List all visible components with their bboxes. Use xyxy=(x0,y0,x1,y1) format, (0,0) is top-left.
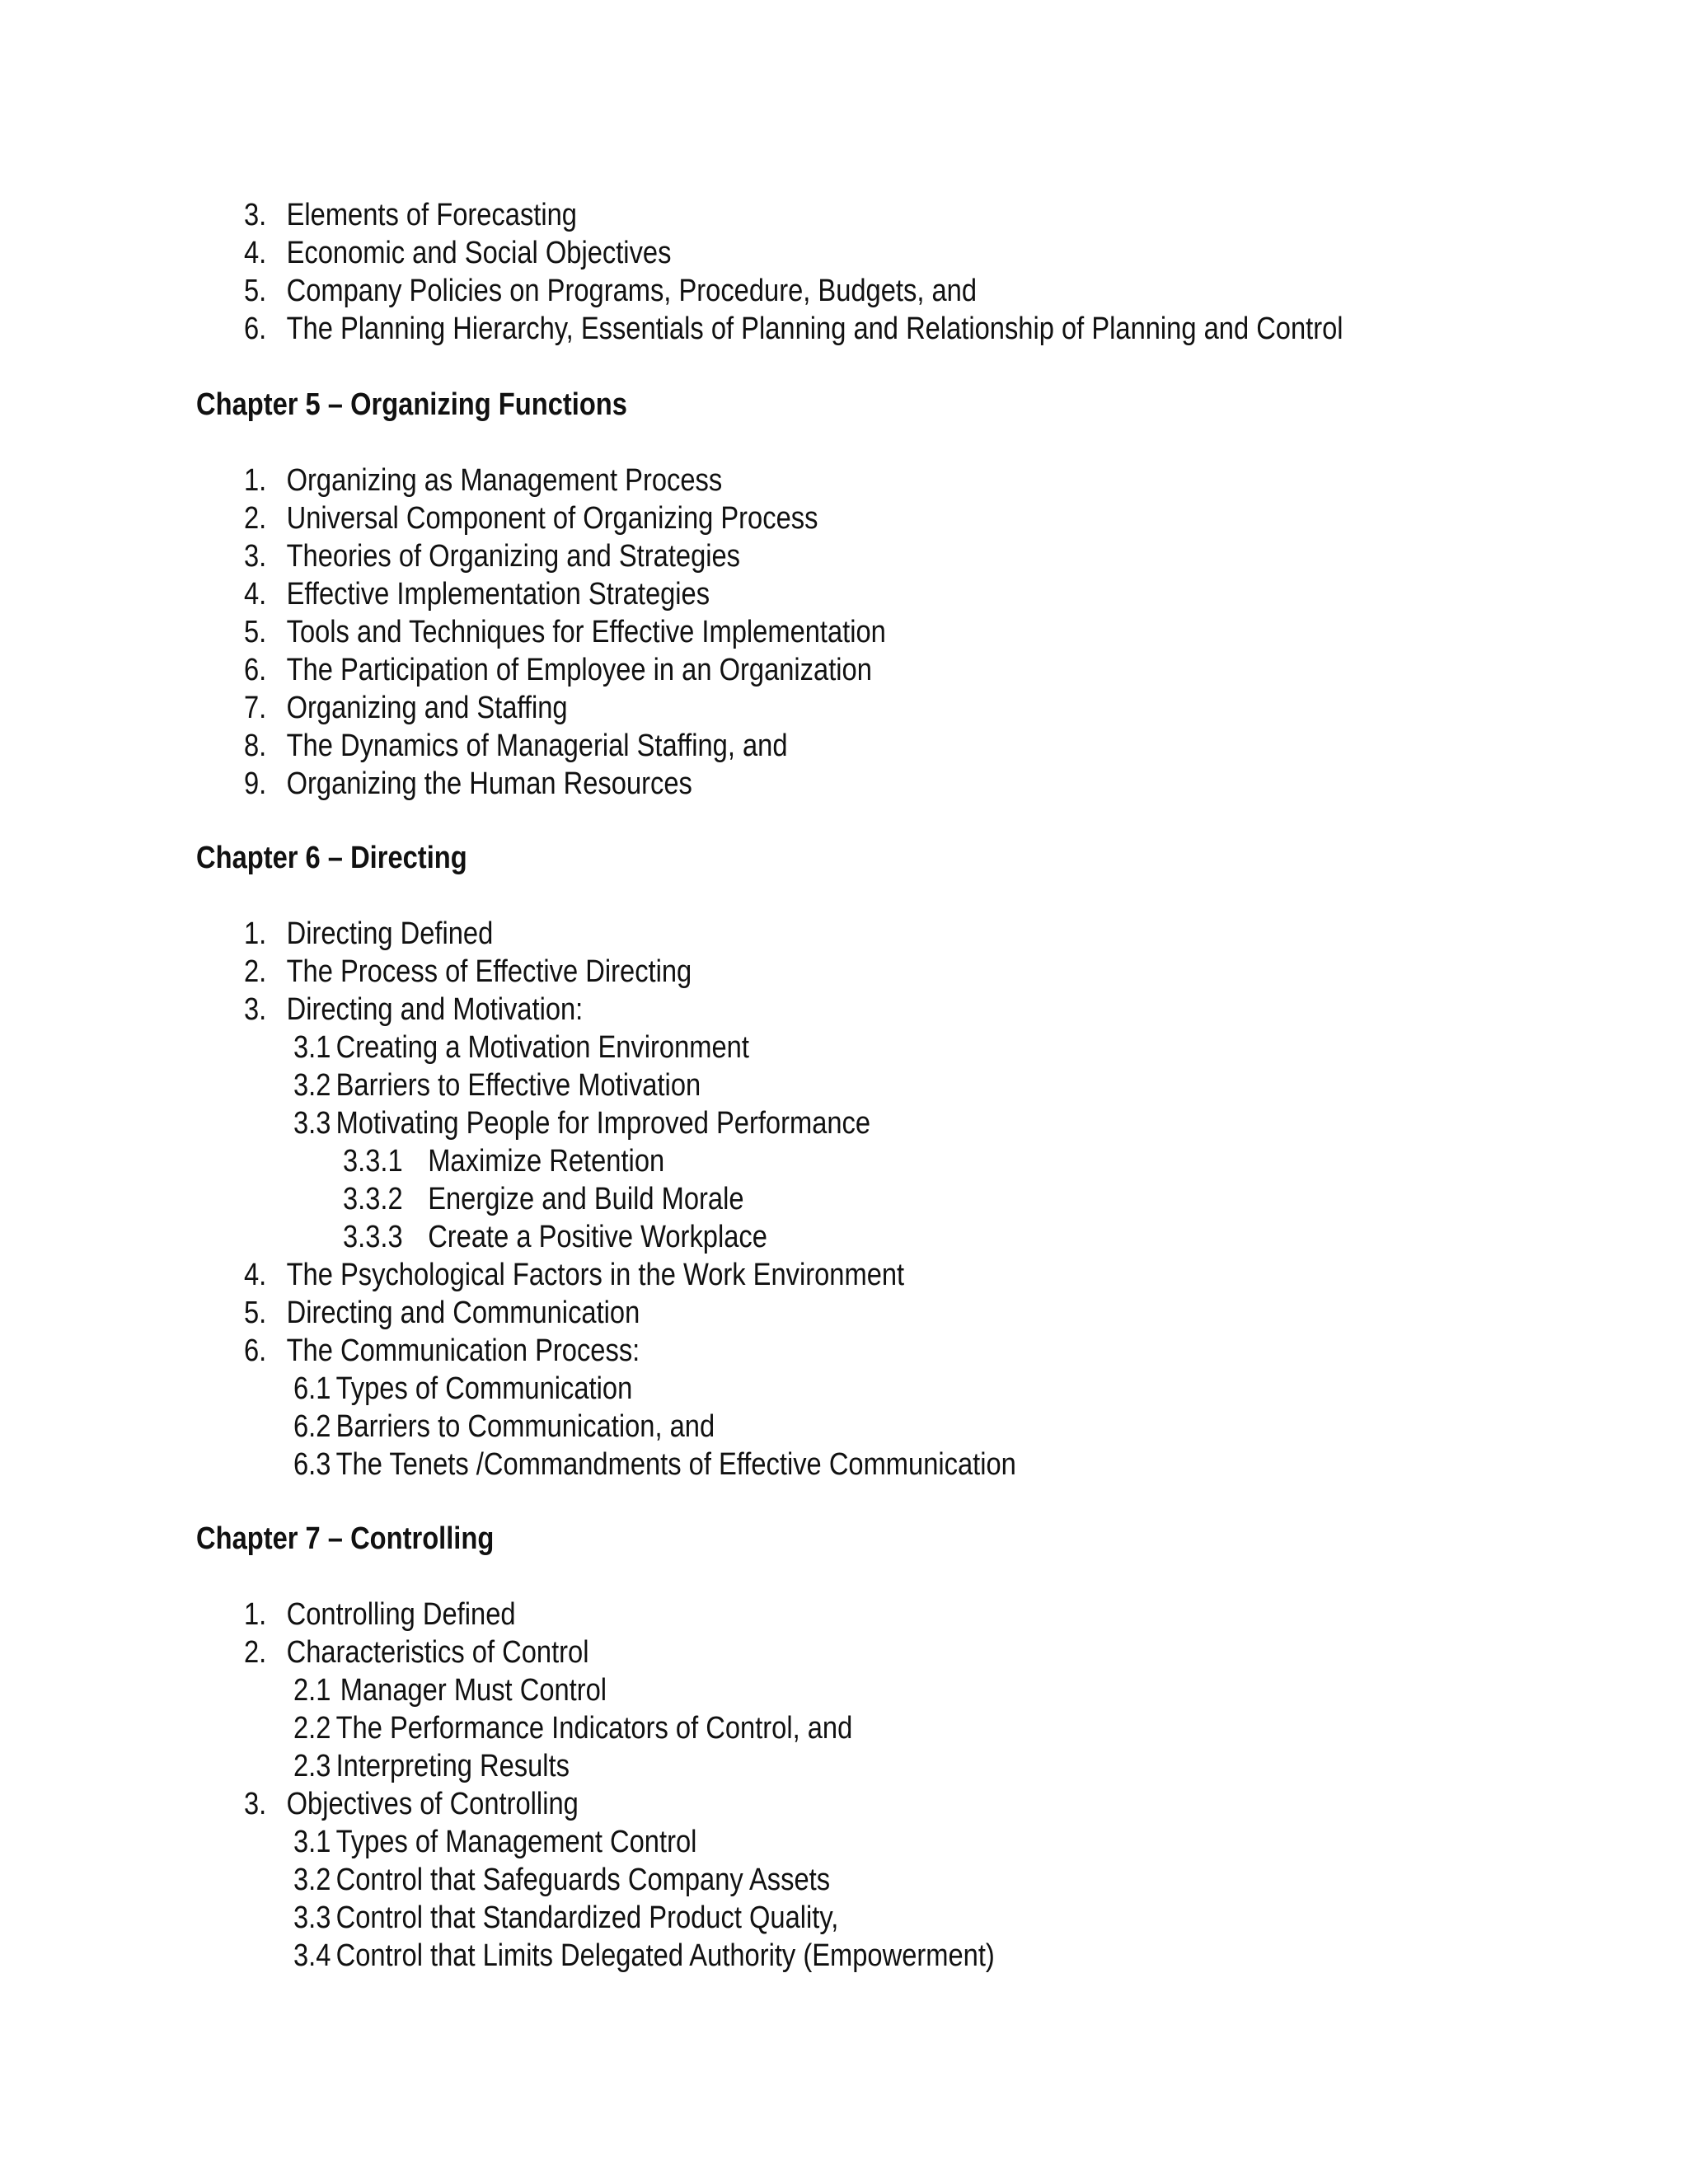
sub-list-item xyxy=(293,1029,749,1066)
list-item-text: Types of Management Control xyxy=(335,1825,697,1859)
list-item-number: 3.2 xyxy=(293,1068,331,1103)
list-item-number: 3. xyxy=(244,992,267,1027)
list-item-text: Universal Component of Organizing Process xyxy=(286,501,818,536)
list-item xyxy=(244,1294,640,1332)
list-item xyxy=(244,1785,579,1823)
list-item-number: 5. xyxy=(244,274,267,308)
sub-sub-list-item xyxy=(343,1180,744,1218)
list-item-text: Effective Implementation Strategies xyxy=(286,577,710,612)
list-item-text: The Psychological Factors in the Work Environment xyxy=(286,1258,905,1292)
list-item xyxy=(244,953,692,991)
sub-list-item xyxy=(293,1709,852,1747)
list-item-number: 2. xyxy=(244,1635,267,1670)
list-item xyxy=(244,310,1343,348)
list-item-text: Control that Standardized Product Quality, xyxy=(335,1900,839,1935)
list-item-text: Directing and Communication xyxy=(286,1296,640,1330)
list-item-text: Organizing and Staffing xyxy=(286,691,568,725)
list-item-text: The Performance Indicators of Control, and xyxy=(335,1711,853,1746)
list-item xyxy=(244,1633,588,1671)
list-item-text: The Participation of Employee in an Organization xyxy=(286,653,872,687)
list-item-text: The Tenets /Commandments of Effective Communication xyxy=(335,1447,1016,1482)
list-item xyxy=(244,272,977,310)
sub-list-item xyxy=(293,1370,632,1408)
list-item-text: The Planning Hierarchy, Essentials of Planning and Relationship of Planning and Control xyxy=(286,312,1343,346)
list-item xyxy=(244,462,722,499)
list-item-number: 3.1 xyxy=(293,1030,331,1065)
list-item-number: 5. xyxy=(244,1296,267,1330)
chapter-7-heading: Chapter 7 – Controlling xyxy=(196,1521,495,1556)
sub-list-item xyxy=(293,1671,607,1709)
list-item-number: 2. xyxy=(244,954,267,989)
list-item-number: 5. xyxy=(244,615,267,649)
list-item-number: 3.3.1 xyxy=(343,1144,403,1179)
list-item-text: Controlling Defined xyxy=(286,1597,516,1632)
list-item-number: 3.3 xyxy=(293,1106,331,1141)
list-item-number: 6. xyxy=(244,1333,267,1368)
sub-list-item xyxy=(293,1823,696,1861)
list-item xyxy=(244,1596,516,1633)
list-item-text: Control that Limits Delegated Authority (Empowerment) xyxy=(335,1938,995,1973)
list-item-number: 4. xyxy=(244,1258,267,1292)
list-item-number: 6. xyxy=(244,312,267,346)
list-item-number: 7. xyxy=(244,691,267,725)
list-item-number: 6.1 xyxy=(293,1371,331,1406)
list-item-text: Interpreting Results xyxy=(335,1749,570,1783)
list-item-number: 3. xyxy=(244,539,267,574)
list-item xyxy=(244,1332,640,1370)
list-item-text: Control that Safeguards Company Assets xyxy=(335,1863,831,1897)
list-item-number: 8. xyxy=(244,729,267,763)
list-item-number: 3.4 xyxy=(293,1938,331,1973)
chapter-6-heading: Chapter 6 – Directing xyxy=(196,841,467,875)
list-item-number: 3.3 xyxy=(293,1900,331,1935)
list-item-number: 2. xyxy=(244,501,267,536)
list-item-number: 2.3 xyxy=(293,1749,331,1783)
list-item xyxy=(244,1256,904,1294)
list-item xyxy=(244,727,788,765)
list-item-text: Types of Communication xyxy=(335,1371,633,1406)
list-item-number: 1. xyxy=(244,463,267,498)
list-item-text: Economic and Social Objectives xyxy=(286,236,672,270)
list-item-text: Maximize Retention xyxy=(428,1144,665,1179)
list-item-number: 9. xyxy=(244,766,267,801)
list-item-number: 3.2 xyxy=(293,1863,331,1897)
sub-sub-list-item xyxy=(343,1218,767,1256)
list-item-text: Manager Must Control xyxy=(340,1673,607,1708)
sub-list-item xyxy=(293,1899,838,1937)
list-item-text: Barriers to Effective Motivation xyxy=(335,1068,701,1103)
sub-list-item xyxy=(293,1408,715,1446)
list-item-number: 3.3.3 xyxy=(343,1220,403,1254)
sub-list-item xyxy=(293,1104,870,1142)
list-item-text: Characteristics of Control xyxy=(286,1635,589,1670)
list-item xyxy=(244,196,577,234)
list-item-text: The Communication Process: xyxy=(286,1333,640,1368)
sub-list-item xyxy=(293,1747,570,1785)
list-item-number: 6.3 xyxy=(293,1447,331,1482)
list-item-text: Create a Positive Workplace xyxy=(428,1220,767,1254)
list-item-number: 3.3.2 xyxy=(343,1182,403,1216)
list-item xyxy=(244,575,710,613)
list-item xyxy=(244,651,872,689)
list-item-text: Energize and Build Morale xyxy=(428,1182,744,1216)
list-item-number: 1. xyxy=(244,916,267,951)
list-item-number: 2.2 xyxy=(293,1711,331,1746)
list-item-text: Directing Defined xyxy=(286,916,494,951)
list-item-number: 2.1 xyxy=(293,1673,331,1708)
chapter-5-heading: Chapter 5 – Organizing Functions xyxy=(196,387,627,422)
list-item xyxy=(244,765,692,803)
list-item-text: Objectives of Controlling xyxy=(286,1787,579,1821)
list-item xyxy=(244,689,568,727)
list-item-text: Company Policies on Programs, Procedure, Budgets, and xyxy=(286,274,978,308)
list-item-text: Directing and Motivation: xyxy=(286,992,584,1027)
list-item-text: The Process of Effective Directing xyxy=(286,954,692,989)
list-item-number: 4. xyxy=(244,236,267,270)
list-item xyxy=(244,915,493,953)
sub-list-item xyxy=(293,1066,701,1104)
sub-list-item xyxy=(293,1937,995,1975)
list-item-text: Organizing as Management Process xyxy=(286,463,723,498)
list-item-text: Creating a Motivation Environment xyxy=(335,1030,749,1065)
list-item-number: 3. xyxy=(244,1787,267,1821)
list-item-number: 3. xyxy=(244,198,267,232)
list-item xyxy=(244,234,671,272)
list-item-number: 4. xyxy=(244,577,267,612)
list-item-text: Barriers to Communication, and xyxy=(335,1409,715,1444)
list-item xyxy=(244,499,818,537)
list-item-number: 6.2 xyxy=(293,1409,331,1444)
list-item-number: 1. xyxy=(244,1597,267,1632)
list-item xyxy=(244,537,740,575)
list-item xyxy=(244,991,583,1029)
sub-list-item xyxy=(293,1861,830,1899)
list-item-text: Motivating People for Improved Performance xyxy=(335,1106,871,1141)
list-item xyxy=(244,613,886,651)
sub-sub-list-item xyxy=(343,1142,664,1180)
list-item-number: 3.1 xyxy=(293,1825,331,1859)
list-item-text: Tools and Techniques for Effective Implementation xyxy=(286,615,886,649)
list-item-text: Organizing the Human Resources xyxy=(286,766,692,801)
list-item-text: Theories of Organizing and Strategies xyxy=(286,539,741,574)
sub-list-item xyxy=(293,1446,1016,1483)
list-item-text: The Dynamics of Managerial Staffing, and xyxy=(286,729,788,763)
list-item-text: Elements of Forecasting xyxy=(286,198,577,232)
list-item-number: 6. xyxy=(244,653,267,687)
